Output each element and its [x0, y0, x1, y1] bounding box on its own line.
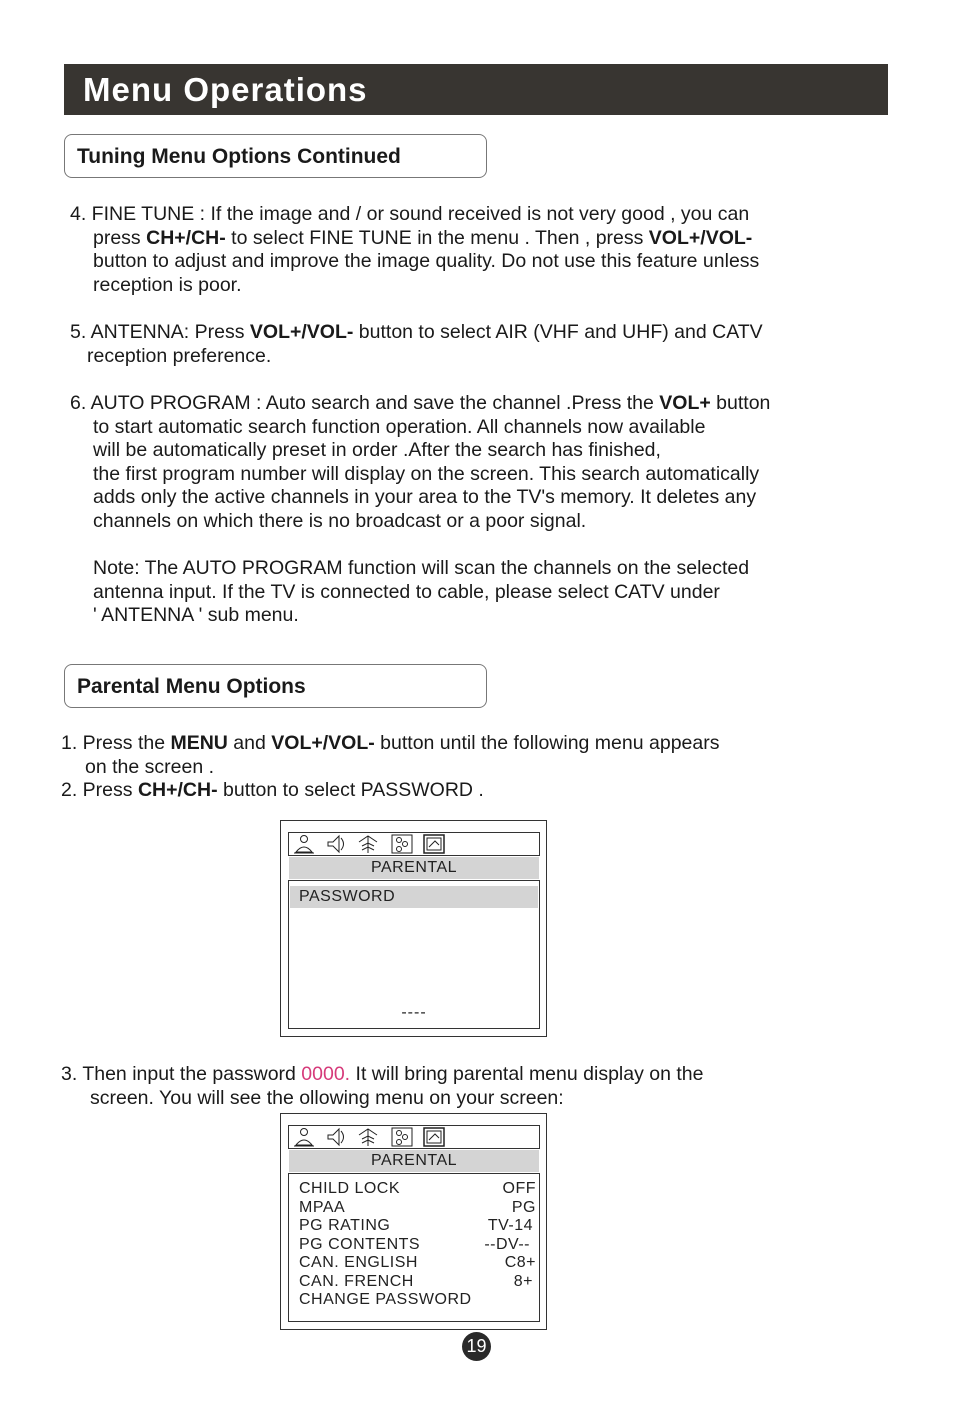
osd-icon-bar [288, 832, 540, 856]
osd-menu-body [288, 1173, 540, 1322]
tuning-icon [357, 1127, 379, 1147]
osd-password-menu [280, 820, 547, 1037]
picture-icon [293, 834, 315, 854]
picture-icon [293, 1127, 315, 1147]
sound-icon [325, 1127, 347, 1147]
fine-tune-paragraph: 4. FINE TUNE : If the image and / or sound received is not very good , you can press CH+/CH- to select FINE TUNE in the menu . Then , press VOL+/VOL- button to adjust and improve the image quality. Do not use this feature unless reception is poor. [70, 203, 760, 296]
auto-program-paragraph: 6. AUTO PROGRAM : Auto search and save the channel .Press the VOL+ button to start automatic search function operation. All channels now available will be automatically preset in order .After the search has finished, the first program number will display on the screen. This search automatically adds only the active channels in your area to the TV's memory. It deletes any channels on which there is no broadcast or a poor signal. [70, 392, 771, 532]
default-password: 0000. [301, 1063, 351, 1085]
tuning-section-heading-box [64, 134, 487, 178]
osd-menu-title: PARENTAL [289, 1150, 539, 1172]
menu-row-can-english[interactable]: CAN. ENGLISH C8+ [299, 1254, 536, 1271]
parental-step-3: 3. Then input the password 0000. It will bring parental menu display on the screen. You will see the ollowing menu on your screen: [61, 1063, 704, 1109]
parental-section-heading-box [64, 664, 487, 708]
sound-icon [325, 834, 347, 854]
menu-row-change-password[interactable]: CHANGE PASSWORD [299, 1291, 472, 1308]
menu-row-pg-contents[interactable]: PG CONTENTS --DV-- [299, 1235, 530, 1253]
title-bar [64, 64, 888, 115]
setup-icon [423, 834, 445, 854]
page-title: Menu Operations [83, 71, 368, 108]
osd-menu-title: PARENTAL [289, 857, 539, 879]
parental-icon [391, 1127, 413, 1147]
password-entry-field[interactable]: ---- [401, 1004, 427, 1021]
parental-icon [391, 834, 413, 854]
menu-row-pg-rating[interactable]: PG RATING TV-14 [299, 1217, 533, 1234]
menu-row-mpaa[interactable]: MPAA PG [299, 1198, 536, 1216]
tuning-icon [357, 834, 379, 854]
auto-program-note: Note: The AUTO PROGRAM function will scan the channels on the selected antenna input. If the TV is connected to cable, please select CATV under ' ANTENNA ' sub menu. [93, 557, 750, 627]
osd-menu-body [288, 880, 540, 1029]
page-number: 19 [462, 1332, 491, 1361]
menu-row-can-french[interactable]: CAN. FRENCH 8+ [299, 1272, 533, 1290]
parental-steps-1-2: 1. Press the MENU and VOL+/VOL- button until the following menu appears on the screen . 2. Press CH+/CH- button to select PASSWORD . [61, 732, 720, 802]
parental-section-heading: Parental Menu Options [77, 675, 306, 698]
osd-icon-bar [288, 1125, 540, 1149]
antenna-paragraph: 5. ANTENNA: Press VOL+/VOL- button to select AIR (VHF and UHF) and CATV reception preference. [70, 321, 763, 367]
setup-icon [423, 1127, 445, 1147]
tuning-section-heading: Tuning Menu Options Continued [77, 145, 401, 168]
menu-row-child-lock[interactable]: CHILD LOCK OFF [299, 1180, 536, 1197]
password-item[interactable]: PASSWORD [290, 886, 538, 908]
osd-parental-menu [280, 1113, 547, 1330]
